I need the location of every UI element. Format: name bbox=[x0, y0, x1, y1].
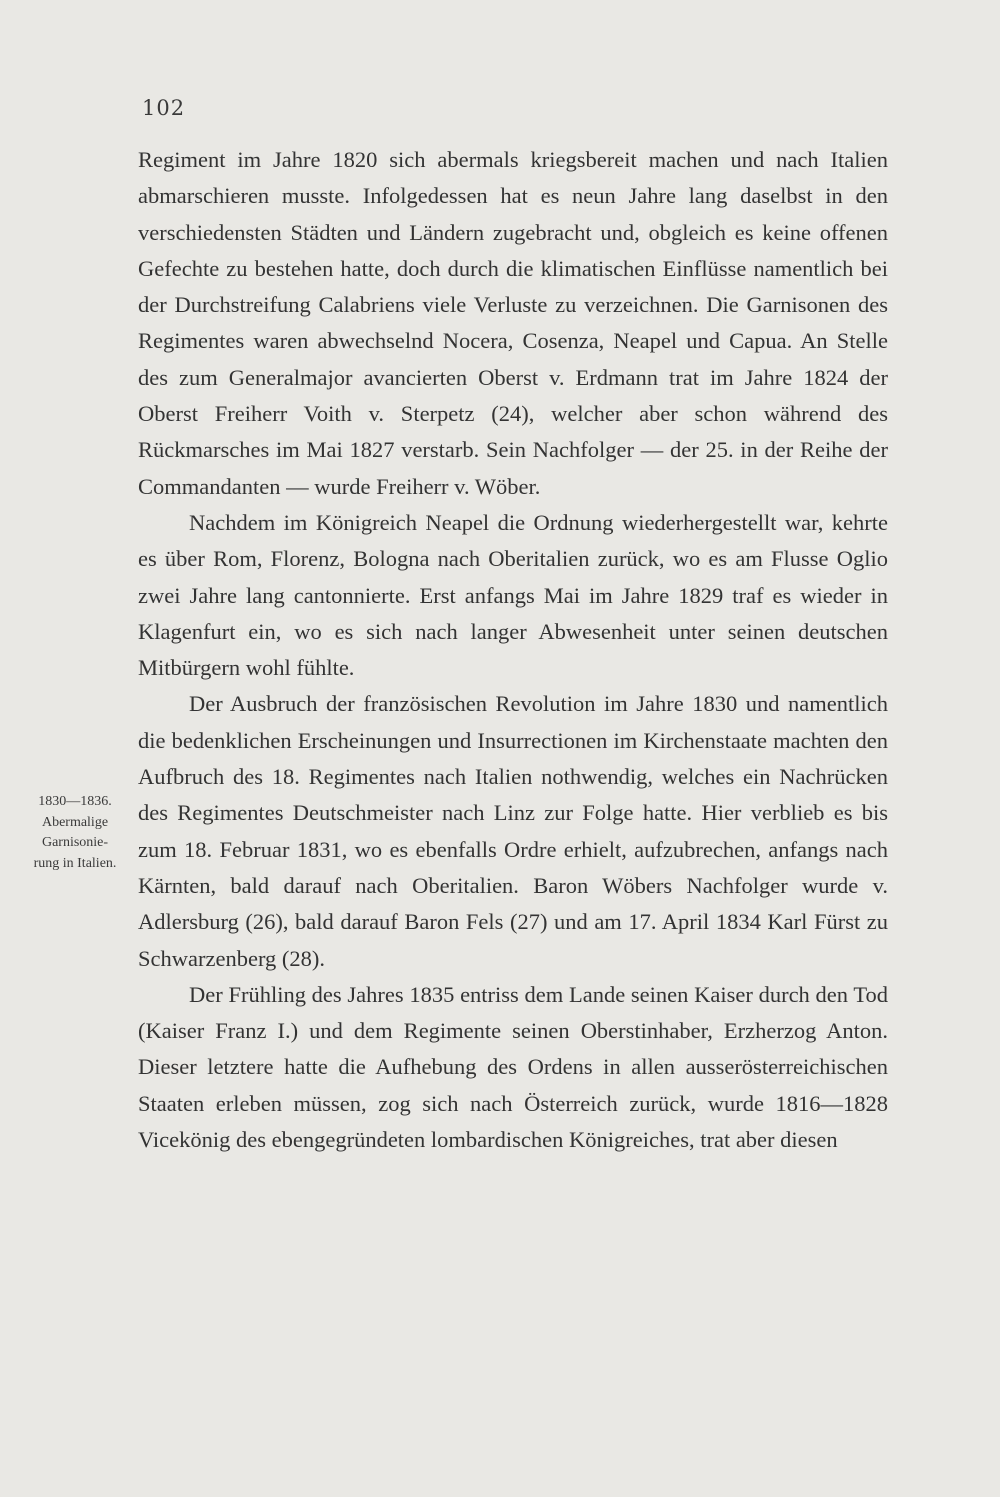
margin-note-line: Garnisonie- bbox=[41, 835, 109, 850]
margin-note-line: Abermalige bbox=[41, 814, 109, 830]
margin-note bbox=[20, 792, 130, 874]
paragraph: Der Frühling des Jahres 1835 entriss dem Lande seinen Kaiser durch den Tod (Kaiser Franz I.) und dem Regimente seinen Oberstinhaber, Erzherzog Anton. Dieser letztere hatte die Aufhebung des Ordens in allen ausserösterreichischen Staaten erleben müssen, zog sich nach Österreich zurück, wurde 1816—1828 Vicekönig des ebengegründeten lombardischen Königreiches, trat aber diesen bbox=[138, 981, 888, 1153]
margin-note-line: rung in Italien. bbox=[33, 855, 117, 871]
body-text bbox=[138, 142, 888, 1158]
paragraph: Nachdem im Königreich Neapel die Ordnung wiederhergestellt war, kehrte es über Rom, Florenz, Bologna nach Oberitalien zurück, wo es am Flusse Oglio zwei Jahre lang cantonnierte. Erst anfangs Mai im Jahre 1829 traf es wieder in Klagenfurt ein, wo es sich nach langer Abwesenheit unter seinen deutschen Mitbürgern wohl fühlte. bbox=[138, 509, 888, 681]
margin-note-line: 1830—1836. bbox=[38, 794, 112, 809]
paragraph: Der Ausbruch der französischen Revolution im Jahre 1830 und namentlich die bedenklichen Erscheinungen und Insurrectionen im Kirchenstaate machten den Aufbruch des 18. Regimentes nach Italien nothwendig, welches ein Nachrücken des Regimentes Deutschmeister nach Linz zur Folge hatte. Hier verblieb es bis zum 18. Februar 1831, wo es ebenfalls Ordre erhielt, aufzubrechen, anfangs nach Kärnten, bald darauf nach Oberitalien. Baron Wöbers Nachfolger wurde v. Adlersburg (26), bald darauf Baron Fels (27) und am 17. April 1834 Karl Fürst zu Schwarzenberg (28). bbox=[138, 691, 888, 971]
paragraph: Regiment im Jahre 1820 sich abermals kriegsbereit machen und nach Italien abmarschieren musste. Infolgedessen hat es neun Jahre lang daselbst in den verschiedensten Städten und Ländern zugebracht und, obgleich es keine offenen Gefechte zu bestehen hatte, doch durch die klimatischen Einflüsse namentlich bei der Durchstreifung Calabriens viele Verluste zu verzeichnen. Die Garnisonen des Regimentes waren abwechselnd Nocera, Cosenza, Neapel und Capua. An Stelle des zum Generalmajor avancierten Oberst v. Erdmann trat im Jahre 1824 der Oberst Freiherr Voith v. Sterpetz (24), welcher aber schon während des Rückmarsches im Mai 1827 verstarb. Sein Nachfolger — der 25. in der Reihe der Commandanten — wurde Freiherr v. Wöber. bbox=[138, 147, 888, 499]
page-number: 102 bbox=[142, 96, 186, 120]
